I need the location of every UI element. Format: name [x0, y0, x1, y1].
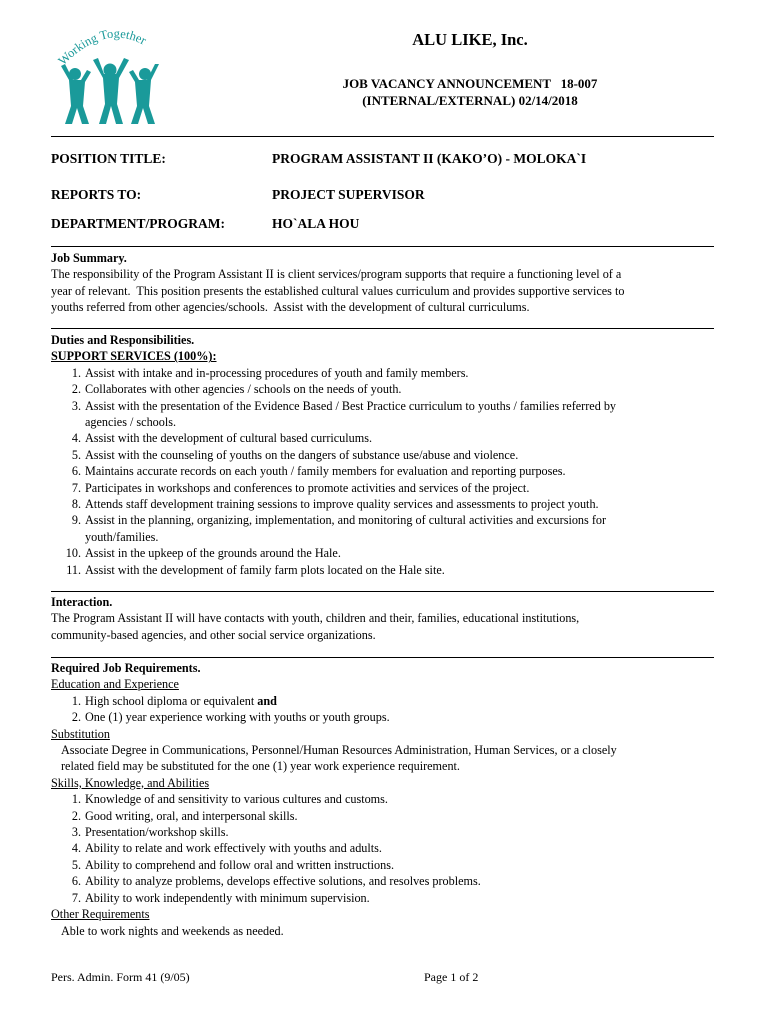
list-item: 6. Maintains accurate records on each youth / family members for evaluation and reporting purposes.	[71, 464, 566, 479]
position-title-label: POSITION TITLE:	[51, 151, 166, 166]
list-item: 2. One (1) year experience working with youths or youth groups.	[71, 710, 390, 725]
interaction-line: community-based agencies, and other social service organizations.	[51, 627, 376, 642]
list-item: 8. Attends staff development training sessions to improve quality services and assessments to project youth.	[71, 497, 599, 512]
list-item: 5. Ability to comprehend and follow oral and written instructions.	[71, 857, 395, 872]
skills-list	[51, 791, 717, 906]
list-item: 2. Good writing, oral, and interpersonal skills.	[71, 808, 298, 823]
logo-arc-text: Working Together	[55, 26, 149, 68]
divider	[51, 328, 714, 329]
interaction-line: The Program Assistant II will have contacts with youth, children and their, families, educational institutions,	[51, 611, 580, 626]
list-item: 7. Participates in workshops and conferences to promote activities and services of the project.	[71, 480, 530, 495]
requirements-section	[51, 660, 717, 939]
interaction-heading: Interaction.	[51, 595, 113, 609]
page-number: Page 1 of 2	[424, 970, 479, 984]
list-item: 11. Assist with the development of family farm plots located on the Hale site.	[66, 562, 445, 577]
list-item: 3. Presentation/workshop skills.	[71, 825, 229, 840]
announcement-type-date: (INTERNAL/EXTERNAL) 02/14/2018	[362, 93, 578, 108]
list-item: 7. Ability to work independently with minimum supervision.	[71, 890, 370, 905]
skills-heading: Skills, Knowledge, and Abilities	[51, 775, 210, 790]
education-heading: Education and Experience	[51, 677, 179, 692]
list-item: 9. Assist in the planning, organizing, implementation, and monitoring of cultural activities and excursions for youth/families.	[71, 513, 607, 544]
support-services-heading: SUPPORT SERVICES (100%):	[51, 349, 217, 364]
substitution-line: related field may be substituted for the one (1) year work experience requirement.	[61, 759, 460, 774]
list-item: 6. Ability to analyze problems, develops effective solutions, and resolves problems.	[71, 874, 481, 889]
list-item: 1. Assist with intake and in-processing procedures of youth and family members.	[71, 365, 469, 380]
list-item: 1. High school diploma or equivalent and	[71, 693, 277, 708]
education-list	[51, 693, 717, 726]
reports-to-value: PROJECT SUPERVISOR	[272, 187, 425, 202]
interaction-section	[51, 594, 717, 643]
working-together-logo-icon	[55, 26, 165, 134]
form-number: Pers. Admin. Form 41 (9/05)	[51, 970, 190, 984]
duties-list	[51, 365, 717, 578]
summary-line: year of relevant. This position presents the established cultural values curriculum and provides supportive services to	[51, 283, 625, 298]
list-item: 4. Ability to relate and work effectively with youths and adults.	[71, 841, 382, 856]
svg-text:Working Together	[55, 27, 149, 68]
reports-to-label: REPORTS TO:	[51, 187, 142, 202]
substitution-line: Associate Degree in Communications, Personnel/Human Resources Administration, Human Services, or a closely	[61, 743, 617, 758]
list-item: 2. Collaborates with other agencies / schools on the needs of youth.	[71, 382, 402, 397]
organization-name: ALU LIKE, Inc.	[412, 30, 528, 49]
divider	[51, 136, 714, 137]
job-summary-section	[51, 250, 717, 316]
department-label: DEPARTMENT/PROGRAM:	[51, 216, 226, 231]
summary-line: youths referred from other agencies/schools. Assist with the development of cultural curriculums.	[51, 300, 530, 315]
list-item: 4. Assist with the development of cultural based curriculums.	[71, 431, 373, 446]
other-requirements-text: Able to work nights and weekends as needed.	[61, 923, 284, 938]
duties-section	[51, 332, 717, 578]
announcement-number: JOB VACANCY ANNOUNCEMENT 18-007	[342, 76, 598, 91]
requirements-heading: Required Job Requirements.	[51, 661, 201, 675]
other-requirements-heading: Other Requirements	[51, 907, 150, 922]
list-item: 10. Assist in the upkeep of the grounds around the Hale.	[65, 546, 341, 561]
list-item: 5. Assist with the counseling of youths on the dangers of substance use/abuse and violence.	[71, 447, 519, 462]
department-value: HO`ALA HOU	[272, 216, 360, 231]
divider	[51, 657, 714, 658]
list-item: 3. Assist with the presentation of the Evidence Based / Best Practice curriculum to youths / families referred by agencies / schools.	[71, 398, 617, 430]
duties-heading: Duties and Responsibilities.	[51, 333, 195, 347]
substitution-heading: Substitution	[51, 726, 110, 741]
divider	[51, 246, 714, 247]
job-summary-heading: Job Summary.	[51, 251, 127, 265]
summary-line: The responsibility of the Program Assistant II is client services/program supports that require a functioning level of a	[51, 267, 622, 282]
list-item: 1. Knowledge of and sensitivity to various cultures and customs.	[71, 792, 388, 807]
divider	[51, 591, 714, 592]
position-title-value: PROGRAM ASSISTANT II (KAKO’O) - MOLOKA`I	[272, 151, 587, 166]
logo	[55, 26, 165, 134]
